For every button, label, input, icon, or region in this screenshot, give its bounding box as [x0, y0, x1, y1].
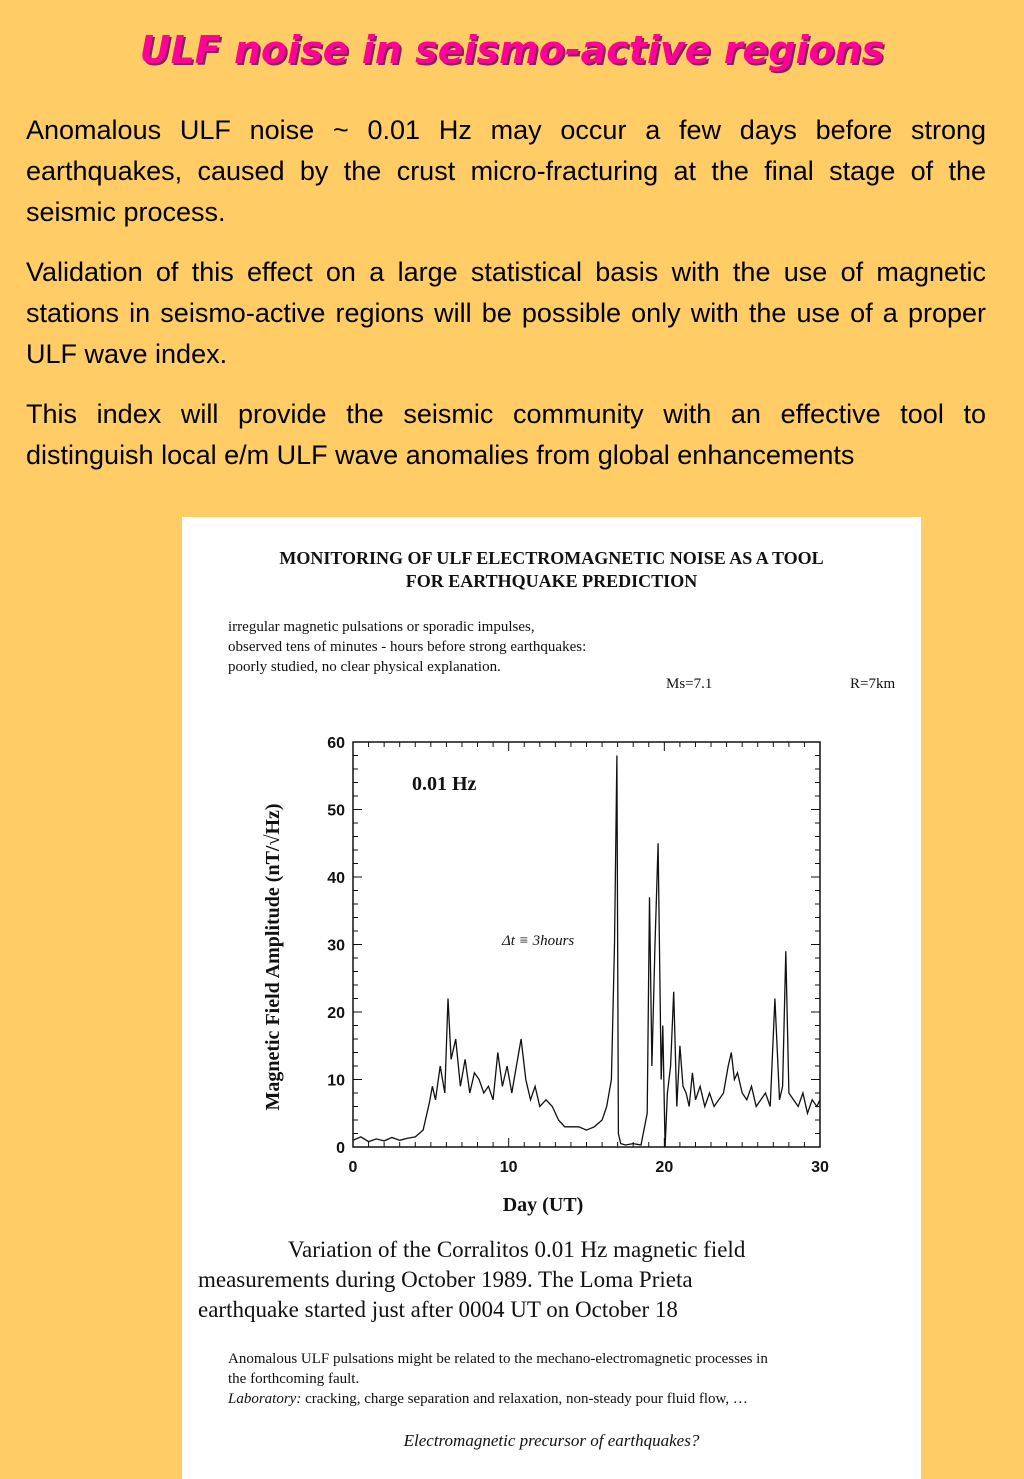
- x-tick-label: 30: [811, 1159, 829, 1176]
- laboratory-label: Laboratory:: [228, 1391, 302, 1407]
- delta-t-annotation: Δt ≡ 3hours: [502, 933, 575, 949]
- ulf-amplitude-chart: [182, 517, 921, 1217]
- y-tick-label: 30: [327, 937, 345, 955]
- y-tick-label: 0: [336, 1140, 345, 1157]
- paragraph-1: Anomalous ULF noise ~ 0.01 Hz may occur a few days before strong earthquakes, caused by the crust micro-fracturing at the final stage of the seismic process.: [26, 115, 986, 227]
- caption-line-1: Variation of the Corralitos 0.01 Hz magnetic field: [288, 1237, 746, 1262]
- slide-title: ULF noise in seismo-active regions: [139, 28, 885, 72]
- axes-layer: [327, 735, 829, 1176]
- note-line-3: [228, 1389, 868, 1409]
- paper-title-line-1: MONITORING OF ULF ELECTROMAGNETIC NOISE AS A TOOL: [279, 548, 824, 568]
- x-axis-title: Day (UT): [502, 1194, 584, 1216]
- y-tick-label: 50: [327, 802, 345, 820]
- paper-title-line-2: FOR EARTHQUAKE PREDICTION: [405, 571, 698, 591]
- paragraph-3: This index will provide the seismic community with an effective tool to distinguish local e/m ULF wave anomalies from global enhancements: [26, 399, 986, 470]
- frequency-annotation: 0.01 Hz: [412, 773, 477, 795]
- distance-label: R=7km: [850, 676, 896, 692]
- y-tick-label: 20: [327, 1005, 345, 1022]
- paragraph-2: Validation of this effect on a large statistical basis with the use of magnetic stations in seismo-active regions will be possible only with the use of a proper ULF wave index.: [26, 257, 986, 369]
- magnitude-label: Ms=7.1: [666, 676, 713, 692]
- intro-line-1: irregular magnetic pulsations or sporadic impulses,: [228, 619, 535, 635]
- hypothesis-note: [228, 1349, 868, 1409]
- figure-caption: [198, 1235, 888, 1325]
- y-tick-label: 40: [327, 870, 345, 887]
- x-tick-label: 10: [499, 1159, 518, 1176]
- series-line: [353, 756, 820, 1148]
- closing-question: Electromagnetic precursor of earthquakes?: [403, 1431, 700, 1450]
- y-tick-label: 60: [327, 735, 345, 752]
- y-axis-title: Magnetic Field Amplitude (nT/√Hz): [262, 803, 284, 1111]
- caption-line-3: earthquake started just after 0004 UT on October 18: [198, 1297, 678, 1322]
- laboratory-text: cracking, charge separation and relaxation, non-steady pour fluid flow, …: [301, 1391, 748, 1407]
- note-line-1: Anomalous ULF pulsations might be related to the mechano-electromagnetic processes in: [228, 1351, 768, 1367]
- x-tick-label: 20: [655, 1159, 674, 1176]
- plot-frame: [353, 742, 820, 1147]
- y-tick-label: 10: [327, 1072, 345, 1090]
- intro-line-2: observed tens of minutes - hours before strong earthquakes:: [228, 639, 587, 655]
- x-tick-label: 0: [348, 1159, 358, 1176]
- caption-line-2: measurements during October 1989. The Loma Prieta: [198, 1267, 693, 1292]
- note-line-2: the forthcoming fault.: [228, 1371, 360, 1387]
- paper-figure: [182, 517, 921, 1479]
- intro-line-3: poorly studied, no clear physical explanation.: [228, 659, 501, 675]
